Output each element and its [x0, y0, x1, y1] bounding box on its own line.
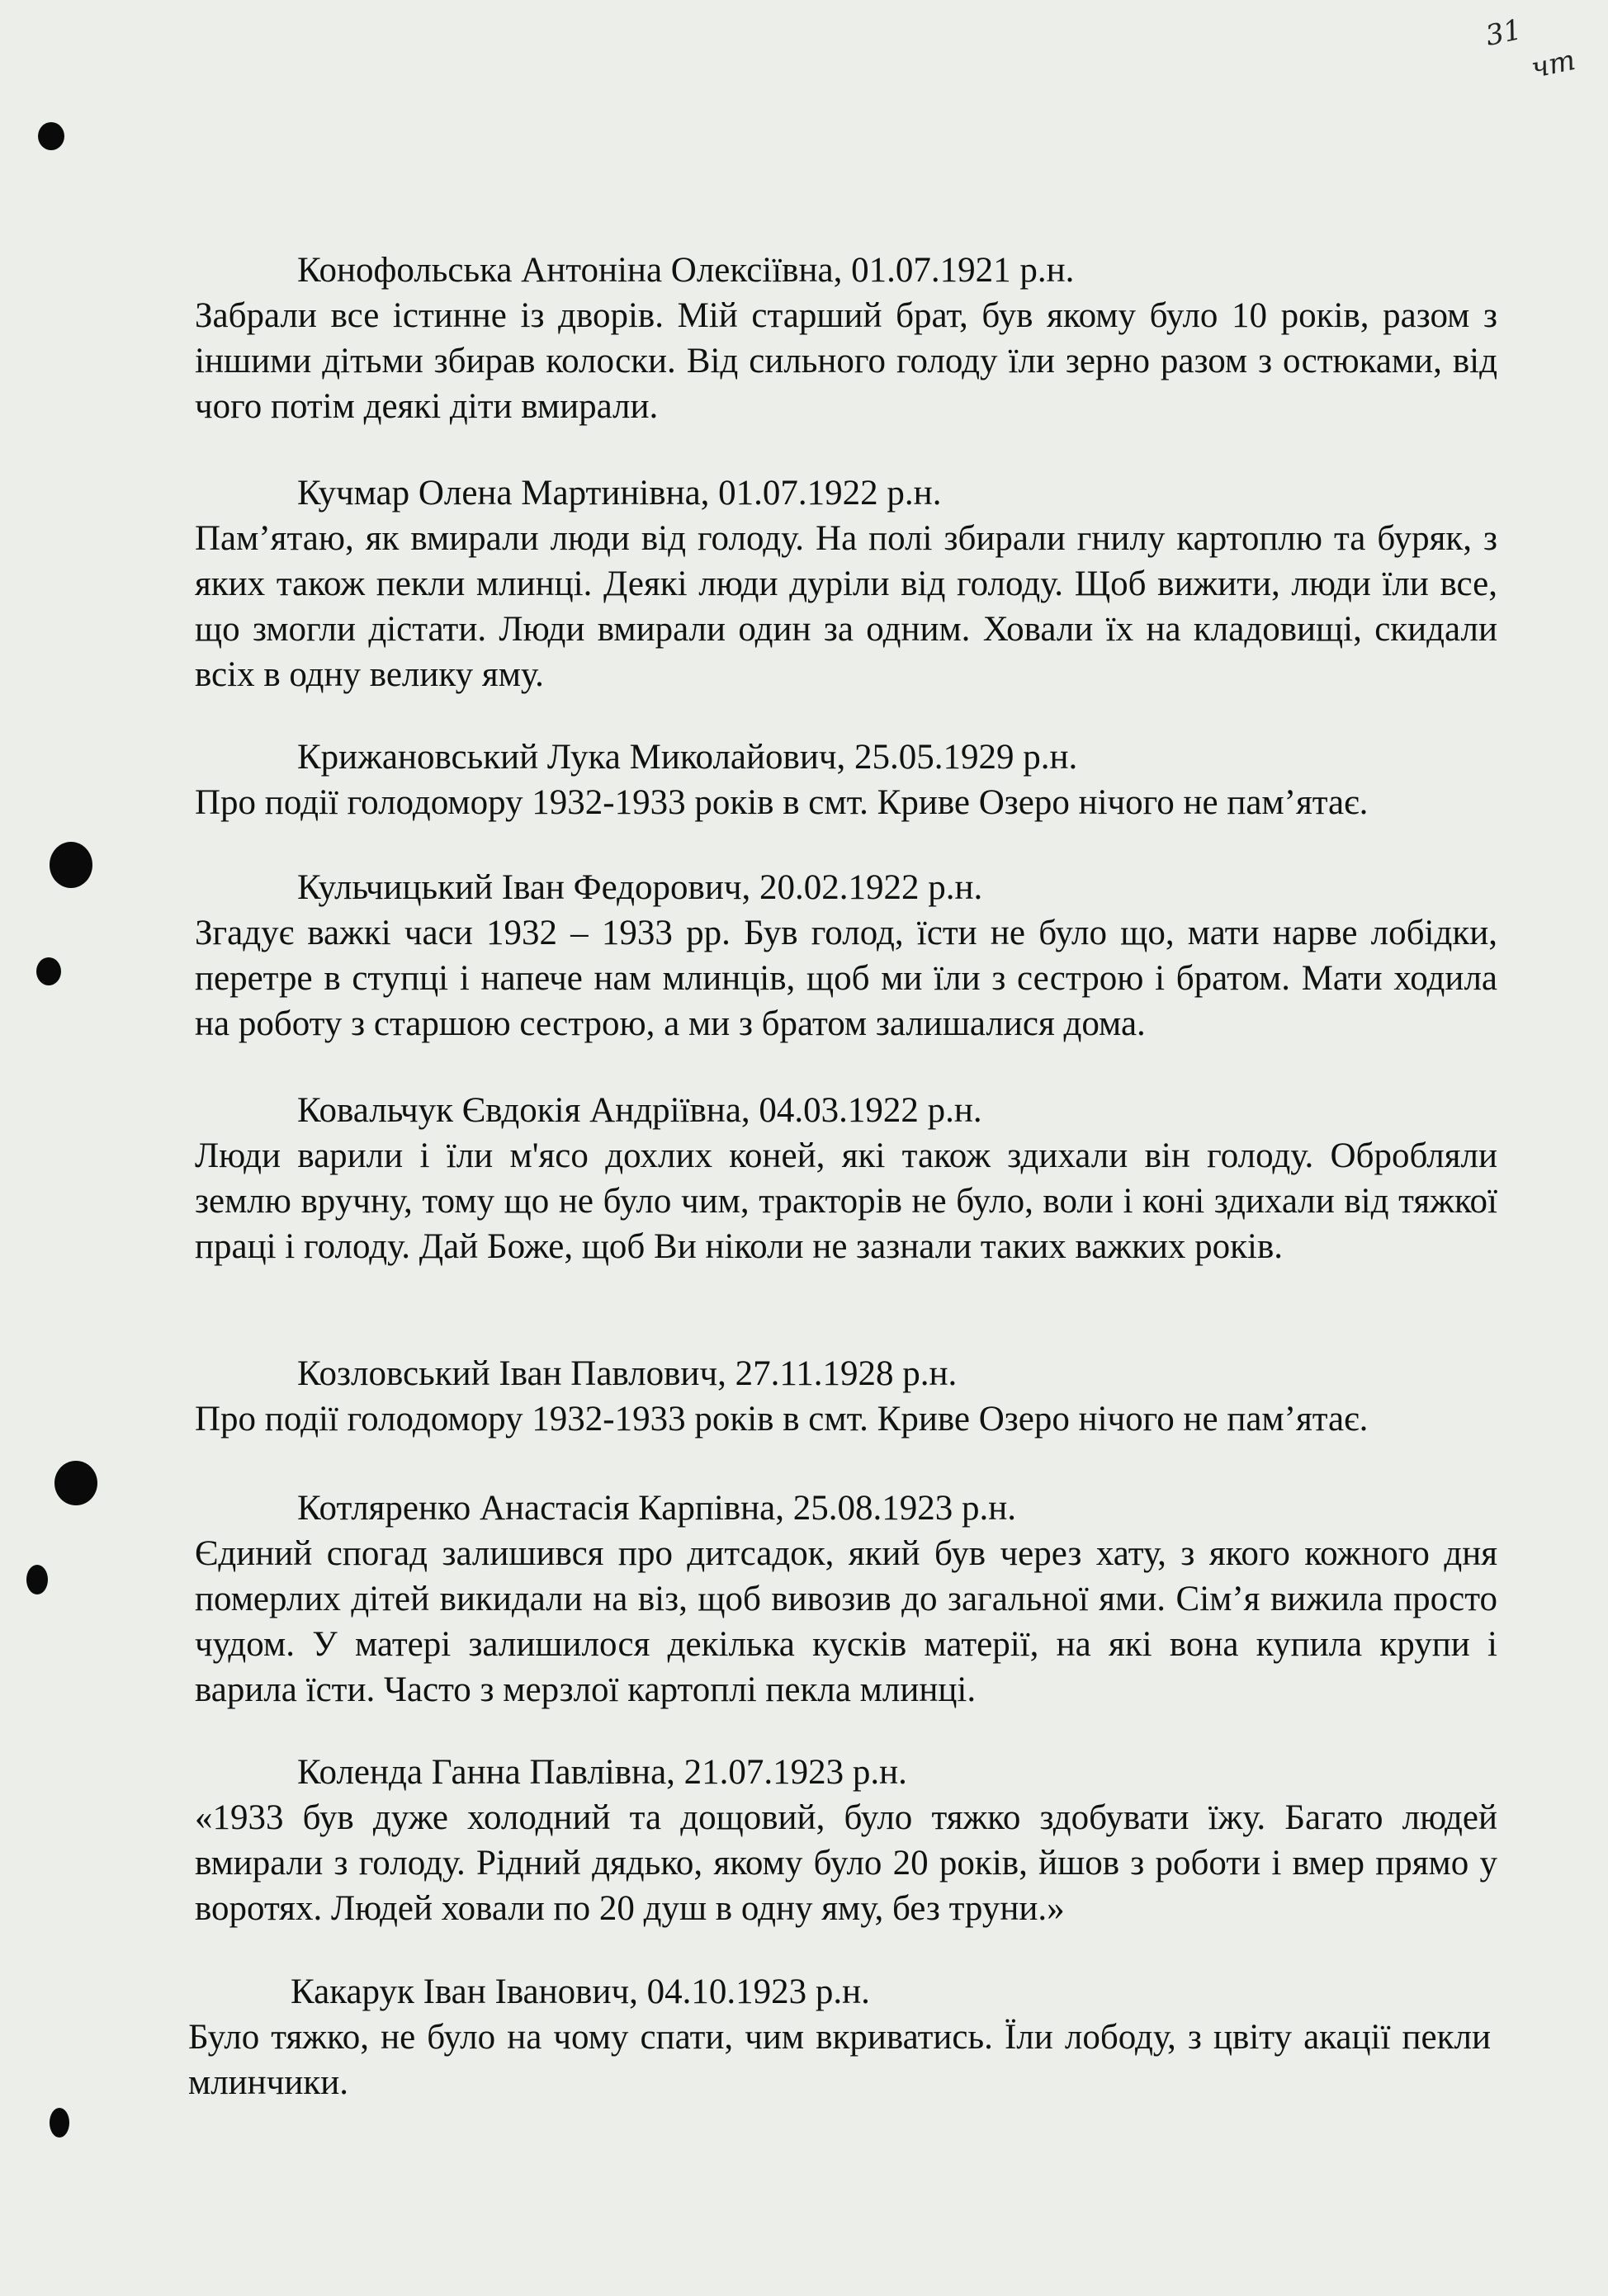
punch-hole: [36, 957, 61, 985]
entry-header: Ковальчук Євдокія Андріївна, 04.03.1922 р.н.: [297, 1091, 982, 1130]
testimony-entry: [195, 470, 1497, 697]
testimony-entry: [195, 1088, 1497, 1269]
punch-hole: [26, 1565, 48, 1594]
testimony-entry: [195, 865, 1497, 1046]
entry-text: Забрали все істинне із дворів. Мій старший брат, був якому було 10 років, разом з іншими дітьми збирав колоски. Від сильного голоду їли зерно разом з остюками, від чого потім деякі діти вмирали.: [195, 296, 1497, 426]
punch-hole: [50, 842, 92, 888]
entry-text: Люди варили і їли м'ясо дохлих коней, які також здихали він голоду. Обробляли землю вручну, тому що не було чим, тракторів не було, воли і коні здихали від тяжкої праці і голоду. Дай Боже, щоб Ви ніколи не зазнали таких важких років.: [195, 1136, 1497, 1266]
entry-header: Конофольська Антоніна Олексіївна, 01.07.1921 р.н.: [297, 251, 1075, 290]
punch-hole: [54, 1461, 97, 1505]
testimony-entry: [195, 1486, 1497, 1713]
entry-text: Згадує важкі часи 1932 – 1933 рр. Був голод, їсти не було що, мати нарве лобідки, перетре в ступці і напече нам млинців, щоб ми їли з сестрою і братом. Мати ходила на роботу з старшою сестрою, а ми з братом залишалися дома.: [195, 914, 1497, 1043]
entry-text: Про події голодомору 1932-1933 років в смт. Криве Озеро нічого не пам’ятає.: [195, 1400, 1369, 1439]
punch-hole: [50, 2108, 69, 2138]
punch-hole: [38, 122, 64, 150]
page-number-handwritten: чт: [1528, 43, 1578, 86]
testimony-entry: [195, 1351, 1497, 1442]
entry-header: Крижановський Лука Миколайович, 25.05.1929 р.н.: [297, 738, 1078, 777]
entry-header: Какарук Іван Іванович, 04.10.1923 р.н.: [291, 1972, 870, 2011]
testimony-entry: [188, 1969, 1491, 2105]
entry-header: Кучмар Олена Мартинівна, 01.07.1922 р.н.: [297, 474, 942, 513]
entry-header: Кульчицький Іван Федорович, 20.02.1922 р.н.: [297, 868, 983, 907]
entry-header: Котляренко Анастасія Карпівна, 25.08.1923 р.н.: [297, 1489, 1017, 1528]
entry-text: «1933 був дуже холодний та дощовий, було тяжко здобувати їжу. Багато людей вмирали з голоду. Рідний дядько, якому було 20 років, йшов з роботи і вмер прямо у воротях. Людей ховали по 20 душ в одну яму, без труни.»: [195, 1798, 1497, 1928]
testimony-entry: [195, 1750, 1497, 1931]
entry-header: Коленда Ганна Павлівна, 21.07.1923 р.н.: [297, 1753, 907, 1792]
testimony-entry: [195, 248, 1497, 429]
entry-text: Було тяжко, не було на чому спати, чим вкриватись. Їли лободу, з цвіту акації пекли млинчики.: [188, 2018, 1491, 2102]
testimony-entry: [195, 735, 1497, 825]
entry-text: Єдиний спогад залишився про дитсадок, який був через хату, з якого кожного дня померлих дітей викидали на віз, щоб вивозив до загальної ями. Сім’я вижила просто чудом. У матері залишилося декілька кусків матерії, на які вона купила крупи і варила їсти. Часто з мерзлої картоплі пекла млинці.: [195, 1534, 1497, 1709]
entry-header: Козловський Іван Павлович, 27.11.1928 р.н.: [297, 1354, 958, 1393]
page-number-handwritten: 31: [1483, 12, 1525, 54]
entry-text: Про події голодомору 1932-1933 років в смт. Криве Озеро нічого не пам’ятає.: [195, 783, 1369, 822]
entry-text: Пам’ятаю, як вмирали люди від голоду. На полі збирали гнилу картоплю та буряк, з яких також пекли млинці. Деякі люди дуріли від голоду. Щоб вижити, люди їли все, що змогли дістати. Люди вмирали один за одним. Ховали їх на кладовищі, скидали всіх в одну велику яму.: [195, 519, 1497, 694]
